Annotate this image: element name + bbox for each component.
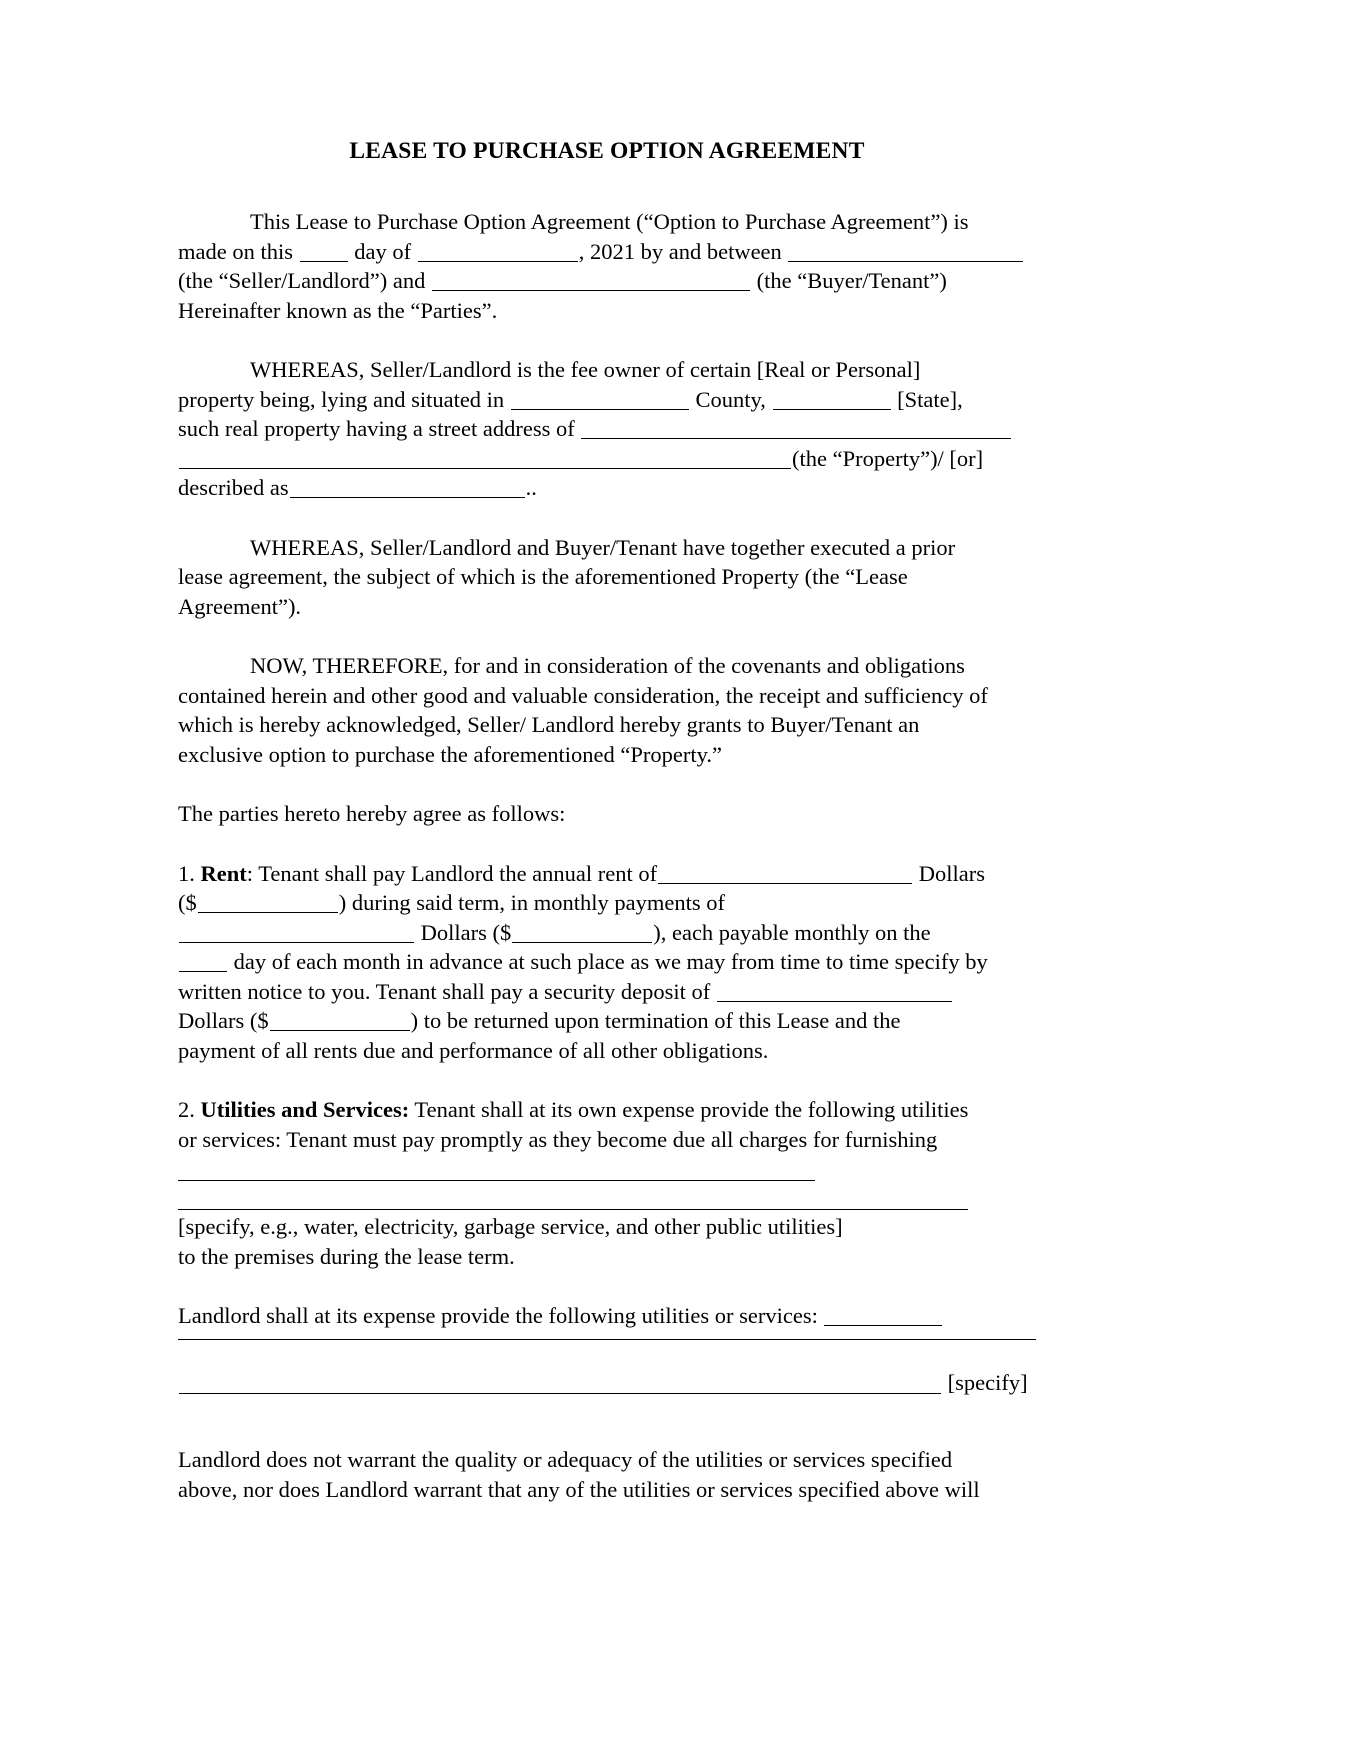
tenant-utilities-blank-2[interactable] <box>178 1209 968 1210</box>
section-1-number: 1. <box>178 860 195 886</box>
page-title: LEASE TO PURCHASE OPTION AGREEMENT <box>349 138 865 164</box>
landlord-utilities-paragraph <box>178 1301 1036 1331</box>
monthly-rent-words-blank[interactable] <box>179 922 414 943</box>
section-1-line7: payment of all rents due and performance of all other obligations. <box>178 1037 769 1063</box>
spacer <box>178 1397 1036 1427</box>
landlord-utilities-label: Landlord shall at its expense provide the following utilities or services: <box>178 1303 818 1328</box>
agreement-intro-line: The parties hereto hereby agree as follows: <box>178 801 566 826</box>
spacer <box>178 503 1036 533</box>
spacer <box>178 769 1036 799</box>
section-2-number: 2. <box>178 1097 195 1122</box>
intro-line4: Hereinafter known as the “Parties”. <box>178 297 498 323</box>
premises-lease-term-text: to the premises during the lease term. <box>178 1243 515 1269</box>
specify-note-text: [specify, e.g., water, electricity, garbage service, and other public utilities] <box>178 1214 843 1239</box>
whereas1-line5-a: described as <box>178 475 289 500</box>
section-1-line1-b: Dollars <box>918 860 986 886</box>
intro-line3-b: (the “Buyer/Tenant”) <box>756 268 947 293</box>
annual-rent-amount-blank[interactable] <box>198 892 338 913</box>
landlord-utilities-blank-row-3 <box>178 1368 1036 1398</box>
section-1-line4-b: day of each month in advance at such place as we may from time to time specify by <box>233 949 988 974</box>
intro-line2-b: day of <box>354 238 412 264</box>
spacer <box>178 1427 1036 1445</box>
whereas1-line3-a: such real property having a street address of <box>178 416 575 441</box>
whereas1-line2-b: County, <box>695 386 766 412</box>
security-deposit-amount-blank[interactable] <box>270 1010 410 1031</box>
tenant-utilities-blank-row-2 <box>178 1209 1036 1210</box>
whereas1-line4-b: (the “Property”)/ [or] <box>792 445 984 471</box>
street-address-blank-cont[interactable] <box>179 448 791 469</box>
spacer <box>178 1154 1036 1180</box>
described-as-blank[interactable] <box>290 477 525 498</box>
buyer-name-blank[interactable] <box>432 270 750 291</box>
section-2-line2: or services: Tenant must pay promptly as they become due all charges for furnishing <box>178 1126 938 1152</box>
day-blank[interactable] <box>300 241 348 262</box>
warranty-disclaimer-paragraph <box>178 1445 1036 1504</box>
whereas2-line3: Agreement”). <box>178 593 302 619</box>
whereas2-line2: lease agreement, the subject of which is the aforementioned Property (the “Lease <box>178 564 908 589</box>
intro-line1: This Lease to Purchase Option Agreement (“Option to Purchase Agreement”) is <box>250 209 969 234</box>
monthly-rent-amount-blank[interactable] <box>512 922 652 943</box>
tenant-utilities-specify-note <box>178 1212 1036 1271</box>
section-1-line2-b: ) during said term, in monthly payments of <box>338 890 725 915</box>
month-blank[interactable] <box>418 241 578 262</box>
spacer <box>178 1340 1036 1368</box>
warranty-line2: above, nor does Landlord warrant that any of the utilities or services specified above will <box>178 1476 980 1502</box>
whereas1-line1: WHEREAS, Seller/Landlord is the fee owner of certain [Real or Personal] <box>250 357 921 382</box>
now-therefore-line1: NOW, THEREFORE, for and in consideration of the covenants and obligations <box>250 653 965 678</box>
section-1-line3-a: Dollars ($ <box>420 919 512 945</box>
street-address-blank[interactable] <box>581 418 1011 439</box>
intro-line3-a: (the “Seller/Landlord”) and <box>178 268 426 293</box>
spacer <box>178 829 1036 859</box>
intro-line2-a: made on this <box>178 238 293 264</box>
security-deposit-words-blank[interactable] <box>717 981 952 1002</box>
annual-rent-words-blank[interactable] <box>658 863 912 884</box>
landlord-utilities-blank-3[interactable] <box>179 1373 941 1394</box>
section-2-utilities <box>178 1095 1036 1154</box>
document-body <box>178 138 1036 1504</box>
spacer <box>178 325 1036 355</box>
whereas1-line2-c: [State], <box>897 386 963 412</box>
now-therefore-line4: exclusive option to purchase the aforementioned “Property.” <box>178 741 722 767</box>
intro-line2-c: , 2021 by and between <box>578 238 782 264</box>
state-blank[interactable] <box>773 389 891 410</box>
intro-paragraph <box>178 207 1036 325</box>
county-blank[interactable] <box>511 389 689 410</box>
spacer <box>178 621 1036 651</box>
section-1-line3-b: ), each payable monthly on the <box>653 919 931 945</box>
landlord-specify-note: [specify] <box>947 1369 1028 1395</box>
now-therefore-line2: contained herein and other good and valuable consideration, the receipt and sufficiency of <box>178 682 988 708</box>
section-1-line1-a: : Tenant shall pay Landlord the annual rent of <box>246 860 658 886</box>
whereas1-line2-a: property being, lying and situated in <box>178 386 505 412</box>
section-1-rent <box>178 859 1036 1066</box>
whereas2-line1: WHEREAS, Seller/Landlord and Buyer/Tenant have together executed a prior <box>250 534 956 560</box>
now-therefore-line3: which is hereby acknowledged, Seller/ Landlord hereby grants to Buyer/Tenant an <box>178 712 920 737</box>
now-therefore-paragraph <box>178 651 1036 769</box>
seller-name-blank[interactable] <box>788 241 1023 262</box>
spacer <box>178 1181 1036 1209</box>
spacer <box>178 1331 1036 1339</box>
spacer <box>178 1065 1036 1095</box>
landlord-utilities-blank-1[interactable] <box>824 1305 942 1326</box>
due-day-blank[interactable] <box>179 951 227 972</box>
section-1-line5-a: written notice to you. Tenant shall pay a security deposit of <box>178 978 711 1004</box>
section-1-heading: Rent <box>200 860 247 886</box>
whereas-second-paragraph <box>178 533 1036 622</box>
section-1-line6-a: Dollars ($ <box>178 1008 269 1033</box>
section-2-line1-a: Tenant shall at its own expense provide the following utilities <box>409 1097 969 1122</box>
spacer <box>178 1271 1036 1301</box>
section-2-heading: Utilities and Services: <box>200 1097 410 1122</box>
section-1-line2-a: ($ <box>178 890 197 915</box>
whereas-first-paragraph <box>178 355 1036 503</box>
warranty-line1: Landlord does not warrant the quality or adequacy of the utilities or services specified <box>178 1447 953 1472</box>
whereas1-line5-b: .. <box>525 475 537 500</box>
section-1-line6-b: ) to be returned upon termination of this Lease and the <box>410 1008 901 1033</box>
